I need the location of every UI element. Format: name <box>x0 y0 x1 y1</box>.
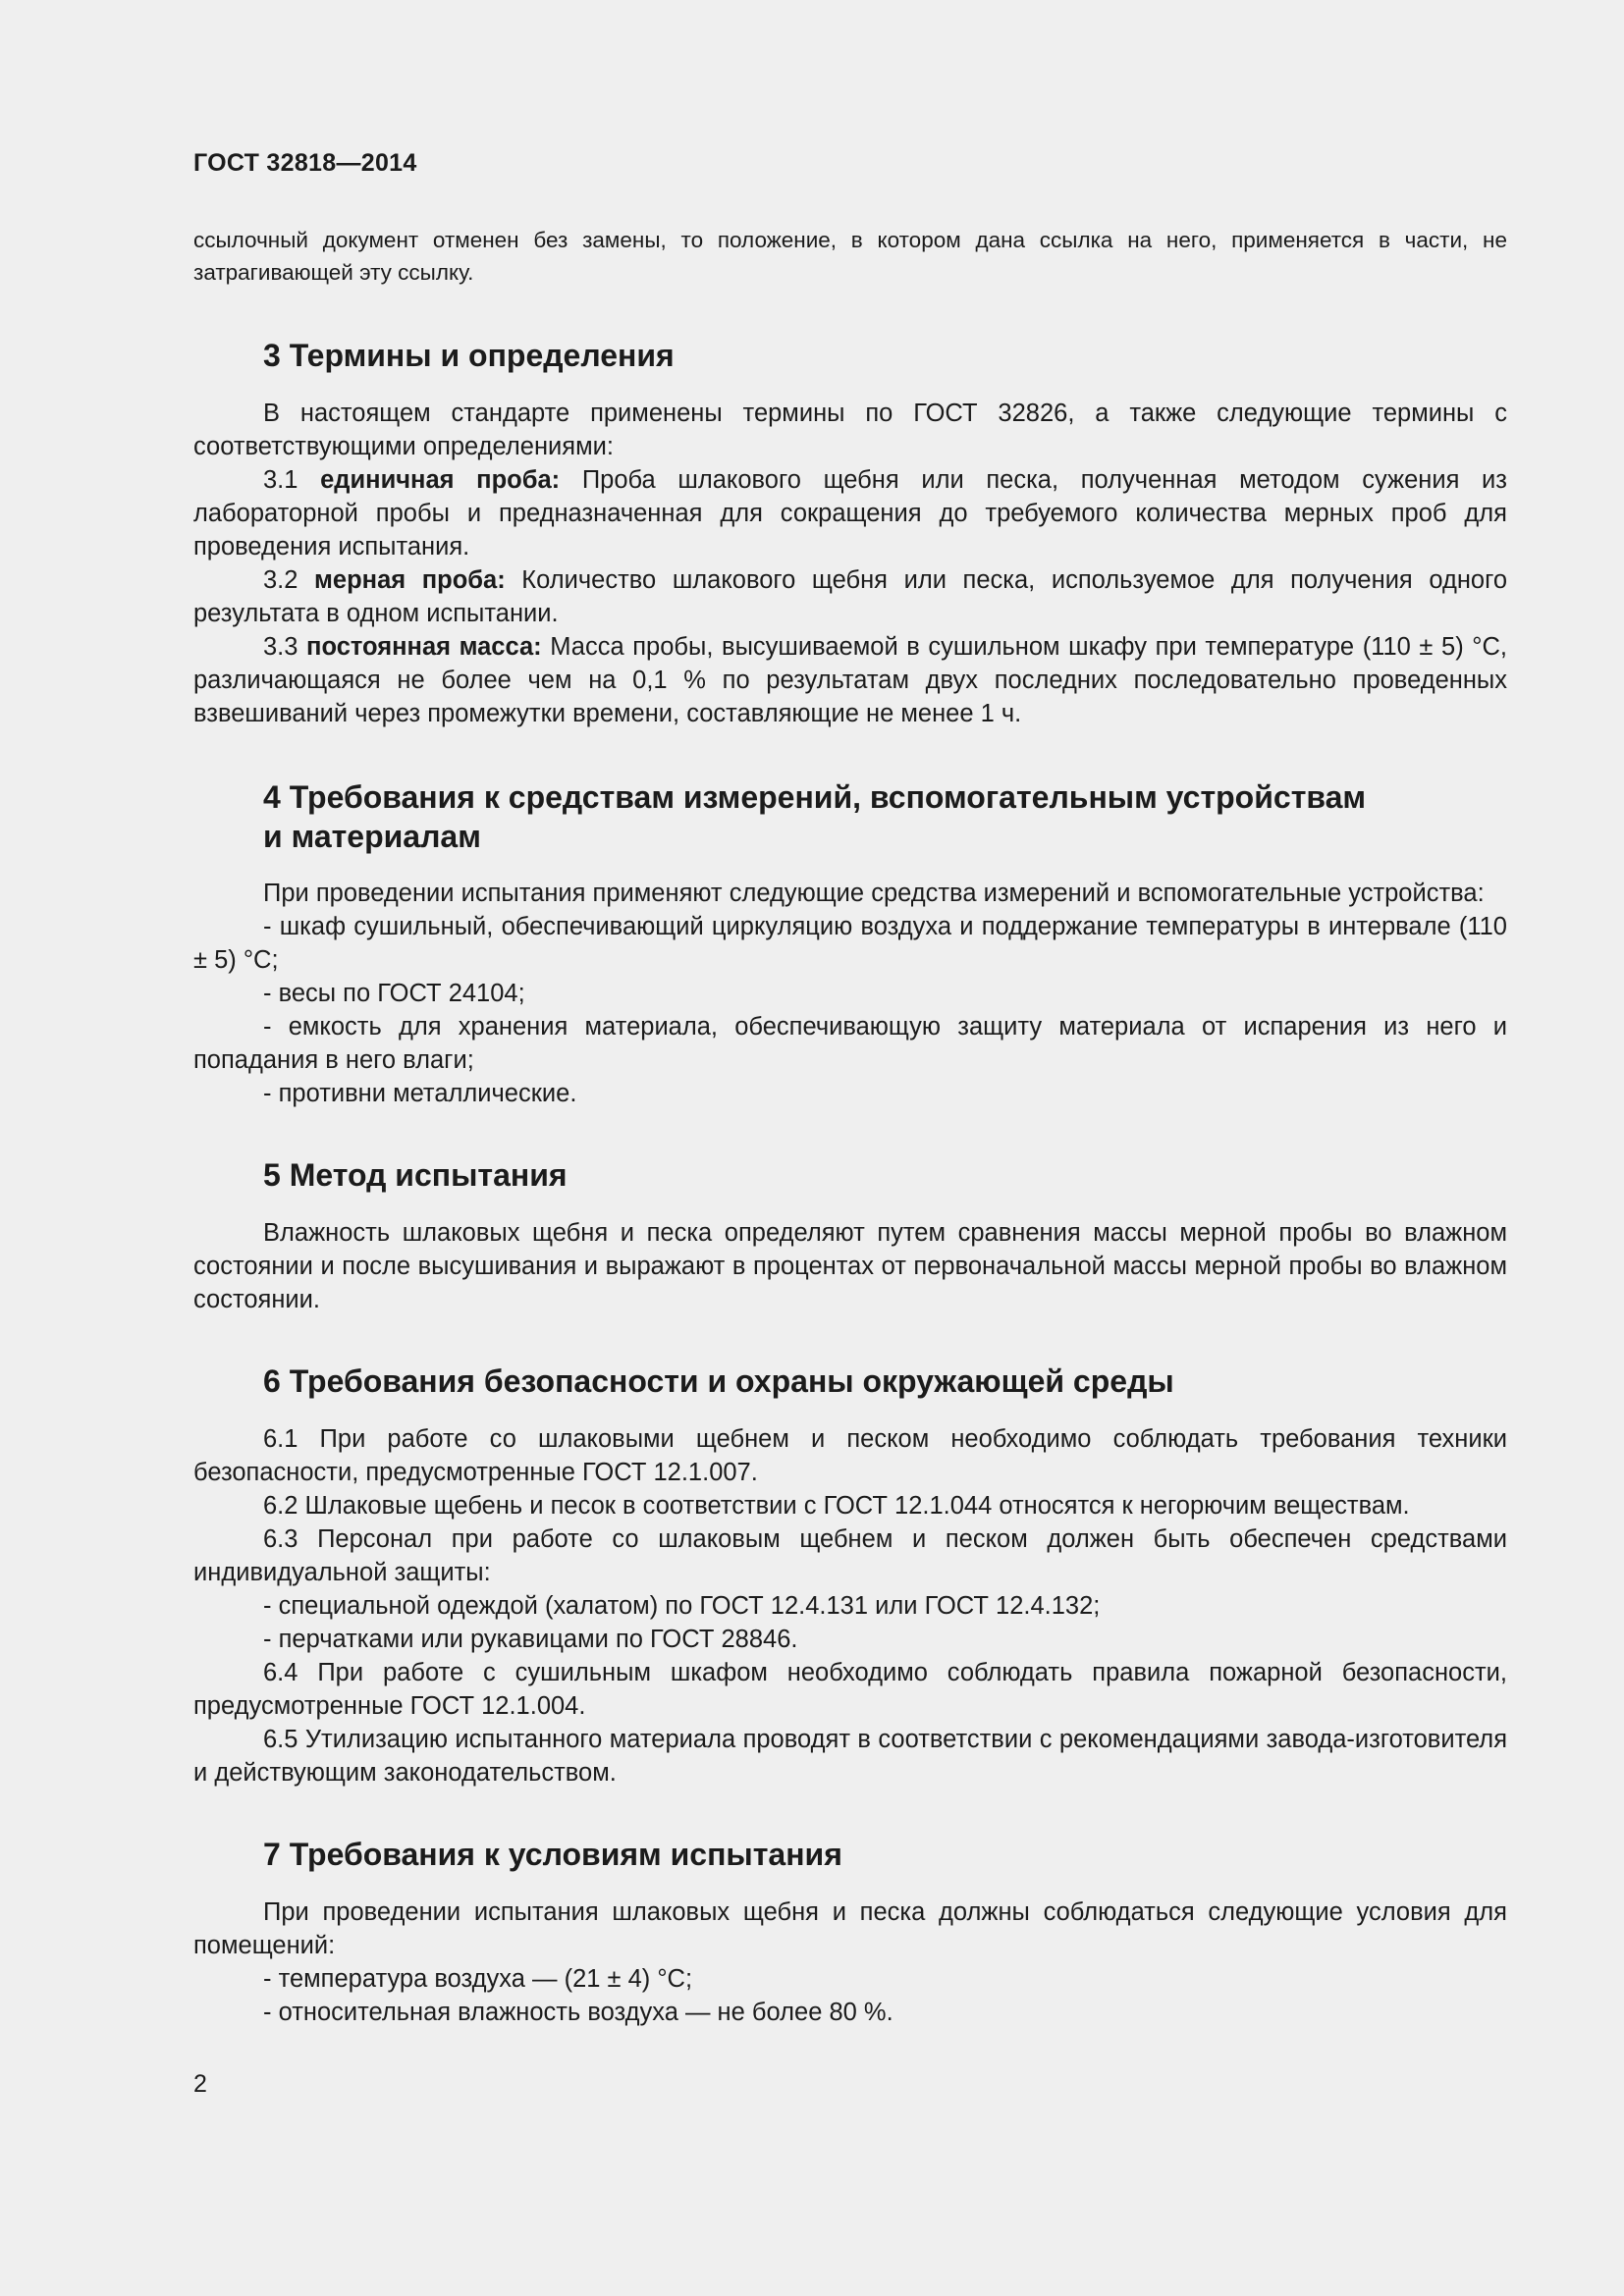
list-item: - температура воздуха — (21 ± 4) °С; <box>263 1965 693 1993</box>
term-number: 3.2 <box>263 566 298 594</box>
paragraph: 6.4 При работе с сушильным шкафом необходимо соблюдать правила пожарной безопасности, предусмотренные ГОСТ 12.1.004. <box>193 1659 1507 1720</box>
paragraph: 6.1 При работе со шлаковыми щебнем и песком необходимо соблюдать требования техники безопасности, предусмотренные ГОСТ 12.1.007. <box>193 1425 1507 1486</box>
paragraph: 6.5 Утилизацию испытанного материала проводят в соответствии с рекомендациями завода-изготовителя и действующим законодательством. <box>193 1726 1507 1787</box>
paragraph: 6.2 Шлаковые щебень и песок в соответствии с ГОСТ 12.1.044 относятся к негорючим веществам. <box>263 1492 1410 1520</box>
section-4-title-line2: и материалам <box>263 819 481 854</box>
section-4-intro: При проведении испытания применяют следующие средства измерений и вспомогательные устройства: <box>263 880 1485 907</box>
term-3-3 <box>193 630 1507 730</box>
section-3-intro: В настоящем стандарте применены термины по ГОСТ 32826, а также следующие термины с соответствующими определениями: <box>193 400 1507 460</box>
term-definition: Масса пробы, высушиваемой в сушильном шкафу при температуре (110 ± 5) °С, различающаяся не более чем на 0,1 % по результатам двух последних последовательно проведенных взвешиваний через промежутки времени, составляющие не менее 1 ч. <box>193 633 1507 727</box>
term-3-1 <box>193 463 1507 563</box>
section-4-title-line1: 4 Требования к средствам измерений, вспомогательным устройствам <box>263 779 1367 815</box>
term-3-2 <box>193 563 1507 630</box>
term-name: мерная проба: <box>314 566 506 594</box>
term-number: 3.3 <box>263 633 298 661</box>
list-item: - противни металлические. <box>263 1080 577 1107</box>
term-number: 3.1 <box>263 466 298 494</box>
list-item: - относительная влажность воздуха — не более 80 %. <box>263 1999 893 2026</box>
document-body <box>193 224 1507 2029</box>
section-4-heading <box>193 777 1507 856</box>
list-item: - шкаф сушильный, обеспечивающий циркуляцию воздуха и поддержание температуры в интервале (110 ± 5) °С; <box>193 913 1507 974</box>
list-item: - перчатками или рукавицами по ГОСТ 28846. <box>263 1626 798 1653</box>
term-definition: Проба шлакового щебня или песка, полученная методом сужения из лабораторной пробы и предназначенная для сокращения до требуемого количества мерных проб для проведения испытания. <box>193 466 1507 561</box>
section-6-heading: 6 Требования безопасности и охраны окружающей среды <box>263 1363 1174 1399</box>
term-name: единичная проба: <box>320 466 561 494</box>
list-item: - специальной одеждой (халатом) по ГОСТ 12.4.131 или ГОСТ 12.4.132; <box>263 1592 1101 1620</box>
term-definition: Количество шлакового щебня или песка, используемое для получения одного результата в одном испытании. <box>193 566 1508 627</box>
section-7-heading: 7 Требования к условиям испытания <box>263 1837 842 1872</box>
list-item: - весы по ГОСТ 24104; <box>263 980 525 1007</box>
page-number: 2 <box>193 2070 207 2098</box>
section-5-heading: 5 Метод испытания <box>263 1157 568 1193</box>
list-item: - емкость для хранения материала, обеспечивающую защиту материала от испарения из него и попадания в него влаги; <box>193 1013 1507 1074</box>
document-header-code: ГОСТ 32818—2014 <box>193 149 417 177</box>
section-3-heading: 3 Термины и определения <box>263 338 675 373</box>
paragraph: 6.3 Персонал при работе со шлаковым щебнем и песком должен быть обеспечен средствами индивидуальной защиты: <box>193 1525 1507 1586</box>
section-5-text: Влажность шлаковых щебня и песка определяют путем сравнения массы мерной пробы во влажном состоянии и после высушивания и выражают в процентах от первоначальной массы мерной пробы во влажном состоянии. <box>193 1219 1507 1313</box>
term-name: постоянная масса: <box>306 633 542 661</box>
section-7-intro: При проведении испытания шлаковых щебня и песка должны соблюдаться следующие условия для помещений: <box>193 1898 1507 1959</box>
intro-paragraph: ссылочный документ отменен без замены, то положение, в котором дана ссылка на него, применяется в части, не затрагивающей эту ссылку. <box>193 228 1507 285</box>
